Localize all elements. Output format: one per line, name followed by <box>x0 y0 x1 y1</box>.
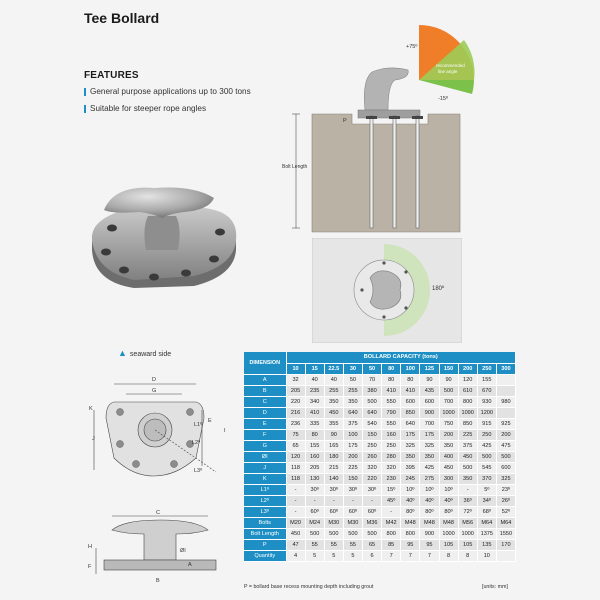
table-cell: - <box>286 495 305 506</box>
table-cell: 205 <box>305 462 324 473</box>
table-cell: 340 <box>305 396 324 407</box>
table-cell: 225 <box>458 429 477 440</box>
table-cell: 200 <box>343 451 362 462</box>
table-cell: 350 <box>420 451 439 462</box>
dim-E-label: E <box>208 418 212 424</box>
table-cell: 45º <box>382 495 401 506</box>
table-cell: 930 <box>477 396 496 407</box>
table-cell: 80º <box>420 506 439 517</box>
table-cell: 980 <box>496 396 515 407</box>
angle-top-label: +75º <box>406 44 418 50</box>
table-cell: 68º <box>477 506 496 517</box>
table-cell: - <box>286 484 305 495</box>
table-cell: 500 <box>343 528 362 539</box>
table-cell: 700 <box>439 396 458 407</box>
table-cell: 800 <box>401 528 420 539</box>
table-cell: 200 <box>496 429 515 440</box>
table-cell: - <box>305 495 324 506</box>
table-cell: 255 <box>324 385 343 396</box>
table-cell: 30º <box>343 484 362 495</box>
table-cell: 40º <box>439 495 458 506</box>
table-cell: 5º <box>477 484 496 495</box>
table-cell: 425 <box>420 462 439 473</box>
table-cell: M64 <box>496 517 515 528</box>
table-cell: 350 <box>439 440 458 451</box>
table-cell: 600 <box>496 462 515 473</box>
table-cell: 36º <box>458 495 477 506</box>
table-cell: 410 <box>305 407 324 418</box>
table-cell <box>496 385 515 396</box>
dim-L1-label: L1º <box>194 422 203 428</box>
table-cell: - <box>286 506 305 517</box>
capacity-header: BOLLARD CAPACITY (tons) <box>286 352 516 363</box>
table-cell: 670 <box>477 385 496 396</box>
table-cell: 90 <box>439 374 458 385</box>
table-cell: M42 <box>382 517 401 528</box>
table-cell: 175 <box>343 440 362 451</box>
table-cell: 925 <box>496 418 515 429</box>
table-cell: 300 <box>439 473 458 484</box>
table-cell: 500 <box>363 396 382 407</box>
table-cell: 40º <box>401 495 420 506</box>
dim-J-label: J <box>92 436 95 442</box>
table-cell: 65 <box>363 539 382 550</box>
table-row <box>244 550 516 561</box>
table-cell: 105 <box>458 539 477 550</box>
table-cell: 220 <box>363 473 382 484</box>
table-cell <box>496 407 515 418</box>
table-cell: 850 <box>401 407 420 418</box>
table-cell: 1000 <box>439 528 458 539</box>
table-cell: - <box>343 495 362 506</box>
table-cell: 80 <box>305 429 324 440</box>
table-cell: 1090 <box>458 407 477 418</box>
table-cell: 7 <box>401 550 420 561</box>
table-cell: 500 <box>477 451 496 462</box>
table-cell: 375 <box>343 418 362 429</box>
table-cell: 250 <box>477 429 496 440</box>
table-cell: 7 <box>382 550 401 561</box>
row-label: L2º <box>244 495 286 506</box>
table-cell: 80º <box>401 506 420 517</box>
table-cell: - <box>458 484 477 495</box>
table-cell: 40 <box>305 374 324 385</box>
capacity-col-header: 200 <box>458 363 477 374</box>
table-cell: 400 <box>439 451 458 462</box>
table-cell: 175 <box>420 429 439 440</box>
table-cell: 600 <box>420 396 439 407</box>
angle-bottom-label: -15º <box>438 96 448 102</box>
table-cell: 4 <box>286 550 305 561</box>
table-cell: 915 <box>477 418 496 429</box>
table-cell: 60º <box>324 506 343 517</box>
table-cell: 40 <box>324 374 343 385</box>
table-cell: 80º <box>439 506 458 517</box>
table-cell: 10º <box>420 484 439 495</box>
dim-C-label: C <box>156 510 160 516</box>
table-cell: M30 <box>343 517 362 528</box>
table-row <box>244 396 516 407</box>
table-cell: 1000 <box>439 407 458 418</box>
table-cell: 790 <box>382 407 401 418</box>
capacity-col-header: 22.5 <box>324 363 343 374</box>
table-cell: 500 <box>305 528 324 539</box>
table-cell: 55 <box>305 539 324 550</box>
row-label: P <box>244 539 286 550</box>
table-cell: 375 <box>458 440 477 451</box>
table-cell: 30º <box>324 484 343 495</box>
table-cell: 325 <box>420 440 439 451</box>
table-row <box>244 473 516 484</box>
table-cell: 255 <box>343 385 362 396</box>
table-cell: 380 <box>363 385 382 396</box>
capacity-col-header: 15 <box>305 363 324 374</box>
table-cell: M56 <box>458 517 477 528</box>
table-cell: 335 <box>305 418 324 429</box>
features-list <box>84 87 251 121</box>
fan-label-2: line angle <box>438 69 458 74</box>
table-cell: 95 <box>420 539 439 550</box>
table-cell: 220 <box>286 396 305 407</box>
table-cell: 350 <box>343 396 362 407</box>
table-cell: 140 <box>324 473 343 484</box>
table-cell: 26º <box>496 495 515 506</box>
table-cell: 150 <box>343 473 362 484</box>
table-cell: 216 <box>286 407 305 418</box>
table-cell: 15º <box>382 484 401 495</box>
table-cell: 60º <box>305 506 324 517</box>
table-cell: 100 <box>343 429 362 440</box>
table-cell: 435 <box>420 385 439 396</box>
table-cell: 320 <box>382 462 401 473</box>
table-cell: 118 <box>286 473 305 484</box>
angle-180-label: 180º <box>432 286 445 292</box>
table-cell: 105 <box>439 539 458 550</box>
table-cell: - <box>324 495 343 506</box>
dim-K-label: K <box>89 406 93 412</box>
table-cell: M36 <box>363 517 382 528</box>
up-arrow-icon: ▲ <box>118 348 127 358</box>
table-cell: 165 <box>324 440 343 451</box>
table-cell: 245 <box>401 473 420 484</box>
section-diagram <box>270 10 500 245</box>
row-label: J <box>244 462 286 473</box>
row-label: Quantity <box>244 550 286 561</box>
table-cell: - <box>382 506 401 517</box>
table-cell: 34º <box>477 495 496 506</box>
page-title: Tee Bollard <box>84 10 160 26</box>
dim-H-label: H <box>88 544 92 550</box>
table-row <box>244 407 516 418</box>
table-cell: 10º <box>439 484 458 495</box>
features-heading: FEATURES <box>84 70 139 81</box>
table-cell: 155 <box>477 374 496 385</box>
table-row <box>244 462 516 473</box>
table-cell: 170 <box>496 539 515 550</box>
dim-L2-label: L2º <box>192 440 201 446</box>
table-cell: 55 <box>324 539 343 550</box>
table-cell: 30º <box>363 484 382 495</box>
table-cell: M48 <box>439 517 458 528</box>
seaward-side-label: ▲ seaward side <box>118 348 172 358</box>
table-cell: 90 <box>324 429 343 440</box>
table-cell: 200 <box>439 429 458 440</box>
table-cell: 6 <box>363 550 382 561</box>
table-cell: 450 <box>439 462 458 473</box>
table-cell: 500 <box>363 528 382 539</box>
table-cell: 60º <box>363 506 382 517</box>
table-cell: 118 <box>286 462 305 473</box>
table-cell: 130 <box>305 473 324 484</box>
table-cell: 7 <box>420 550 439 561</box>
table-cell: 65 <box>286 440 305 451</box>
capacity-col-header: 300 <box>496 363 515 374</box>
table-cell: 600 <box>401 396 420 407</box>
fan-label-1: recommended <box>436 63 465 68</box>
capacity-col-header: 10 <box>286 363 305 374</box>
bollard-photo <box>84 180 244 290</box>
dimension-header: DIMENSION <box>244 352 286 374</box>
table-cell: 5 <box>324 550 343 561</box>
table-cell: 450 <box>458 451 477 462</box>
table-cell: 1550 <box>496 528 515 539</box>
table-cell: 5 <box>305 550 324 561</box>
table-cell: 52º <box>496 506 515 517</box>
table-cell: 47 <box>286 539 305 550</box>
dim-A-label: A <box>188 562 192 568</box>
table-cell: 500 <box>324 528 343 539</box>
table-cell: 700 <box>420 418 439 429</box>
table-row <box>244 418 516 429</box>
row-label: B <box>244 385 286 396</box>
table-cell: 640 <box>343 407 362 418</box>
table-cell: 500 <box>496 451 515 462</box>
row-label: E <box>244 418 286 429</box>
table-row <box>244 374 516 385</box>
table-cell: 250 <box>382 440 401 451</box>
row-label: D <box>244 407 286 418</box>
table-cell: 230 <box>382 473 401 484</box>
row-label: ØI <box>244 451 286 462</box>
table-row <box>244 517 516 528</box>
table-cell <box>496 374 515 385</box>
table-cell: 325 <box>496 473 515 484</box>
table-cell: 10º <box>401 484 420 495</box>
dim-B-label: B <box>156 578 160 584</box>
table-cell: M48 <box>420 517 439 528</box>
capacity-col-header: 30 <box>343 363 362 374</box>
table-cell: 120 <box>286 451 305 462</box>
table-cell: 120 <box>458 374 477 385</box>
table-cell: 215 <box>324 462 343 473</box>
table-cell: - <box>363 495 382 506</box>
table-cell: 80 <box>401 374 420 385</box>
table-cell: 350 <box>324 396 343 407</box>
table-cell: 610 <box>458 385 477 396</box>
table-cell: M30 <box>324 517 343 528</box>
table-cell: 23º <box>496 484 515 495</box>
table-cell: 545 <box>477 462 496 473</box>
table-cell: 135 <box>477 539 496 550</box>
table-row <box>244 539 516 550</box>
table-cell: 395 <box>401 462 420 473</box>
table-cell: 225 <box>343 462 362 473</box>
table-cell: 280 <box>382 451 401 462</box>
table-row <box>244 484 516 495</box>
p-label: P <box>343 118 347 124</box>
table-row <box>244 440 516 451</box>
row-label: L3º <box>244 506 286 517</box>
table-cell: 325 <box>401 440 420 451</box>
table-cell: 8 <box>439 550 458 561</box>
table-cell: 320 <box>363 462 382 473</box>
capacity-col-header: 50 <box>363 363 382 374</box>
table-cell: 800 <box>382 528 401 539</box>
capacity-col-header: 100 <box>401 363 420 374</box>
table-cell: 410 <box>382 385 401 396</box>
capacity-col-header: 125 <box>420 363 439 374</box>
table-cell: 450 <box>286 528 305 539</box>
row-label: L1º <box>244 484 286 495</box>
table-cell: 160 <box>382 429 401 440</box>
table-cell: 235 <box>305 385 324 396</box>
table-cell: 8 <box>458 550 477 561</box>
table-cell: 275 <box>420 473 439 484</box>
table-cell: 500 <box>439 385 458 396</box>
table-row <box>244 451 516 462</box>
capacity-col-header: 80 <box>382 363 401 374</box>
table-cell: M64 <box>477 517 496 528</box>
table-cell: 72º <box>458 506 477 517</box>
table-row <box>244 495 516 506</box>
table-cell: 10 <box>477 550 496 561</box>
table-cell: 1375 <box>477 528 496 539</box>
table-cell: 550 <box>382 396 401 407</box>
table-cell: 475 <box>496 440 515 451</box>
row-label: C <box>244 396 286 407</box>
table-cell: 425 <box>477 440 496 451</box>
units-note: [units: mm] <box>482 584 508 590</box>
table-row <box>244 385 516 396</box>
table-cell: 800 <box>458 396 477 407</box>
table-cell: 90 <box>420 374 439 385</box>
table-cell: 410 <box>401 385 420 396</box>
top-view-drawing <box>84 362 239 492</box>
table-cell: M48 <box>401 517 420 528</box>
table-cell: 640 <box>401 418 420 429</box>
table-cell: 900 <box>420 407 439 418</box>
table-cell: 850 <box>458 418 477 429</box>
row-label: F <box>244 429 286 440</box>
bolt-length-label: Bolt Length <box>282 164 308 170</box>
table-cell: 236 <box>286 418 305 429</box>
table-cell: 250 <box>363 440 382 451</box>
table-cell: 60º <box>343 506 362 517</box>
table-cell: 1200 <box>477 407 496 418</box>
table-cell: 900 <box>420 528 439 539</box>
plan-diagram <box>312 238 462 343</box>
table-cell: 32 <box>286 374 305 385</box>
specification-table <box>244 352 516 562</box>
table-cell: 355 <box>324 418 343 429</box>
table-cell: 180 <box>324 451 343 462</box>
table-cell: 350 <box>401 451 420 462</box>
table-cell: 155 <box>305 440 324 451</box>
table-cell: 40º <box>420 495 439 506</box>
table-cell: 80 <box>382 374 401 385</box>
table-cell: 370 <box>477 473 496 484</box>
dim-D-label: D <box>152 377 156 383</box>
table-cell: 550 <box>382 418 401 429</box>
table-cell: 540 <box>363 418 382 429</box>
table-cell: 260 <box>363 451 382 462</box>
row-label: G <box>244 440 286 451</box>
table-cell: 450 <box>324 407 343 418</box>
table-cell: 55 <box>343 539 362 550</box>
table-row <box>244 528 516 539</box>
table-cell: 85 <box>382 539 401 550</box>
table-cell: M20 <box>286 517 305 528</box>
table-cell: 750 <box>439 418 458 429</box>
table-cell: 175 <box>401 429 420 440</box>
table-cell: 70 <box>363 374 382 385</box>
dim-L3-label: L3º <box>194 468 203 474</box>
table-cell: 350 <box>458 473 477 484</box>
row-label: A <box>244 374 286 385</box>
table-row <box>244 429 516 440</box>
table-cell: M24 <box>305 517 324 528</box>
table-cell: 50 <box>343 374 362 385</box>
table-cell <box>496 550 515 561</box>
row-label: Bolts <box>244 517 286 528</box>
dim-F-label: F <box>88 564 92 570</box>
table-cell: 205 <box>286 385 305 396</box>
table-footnote: P = bollard base recess mounting depth including grout <box>244 584 374 590</box>
table-cell: 150 <box>363 429 382 440</box>
table-cell: 160 <box>305 451 324 462</box>
side-view-drawing <box>84 508 234 588</box>
row-label: Bolt Length <box>244 528 286 539</box>
table-cell: 1000 <box>458 528 477 539</box>
capacity-col-header: 150 <box>439 363 458 374</box>
table-cell: 95 <box>401 539 420 550</box>
table-cell: 500 <box>458 462 477 473</box>
table-row <box>244 506 516 517</box>
dim-G-label: G <box>152 388 157 394</box>
row-label: K <box>244 473 286 484</box>
capacity-col-header: 250 <box>477 363 496 374</box>
dim-OI-label: ØI <box>180 548 186 554</box>
table-cell: 640 <box>363 407 382 418</box>
feature-item: General purpose applications up to 300 tons <box>84 87 251 97</box>
feature-item: Suitable for steeper rope angles <box>84 104 251 114</box>
table-cell: 5 <box>343 550 362 561</box>
dim-I-label: I <box>224 428 226 434</box>
table-cell: 30º <box>305 484 324 495</box>
table-cell: 75 <box>286 429 305 440</box>
